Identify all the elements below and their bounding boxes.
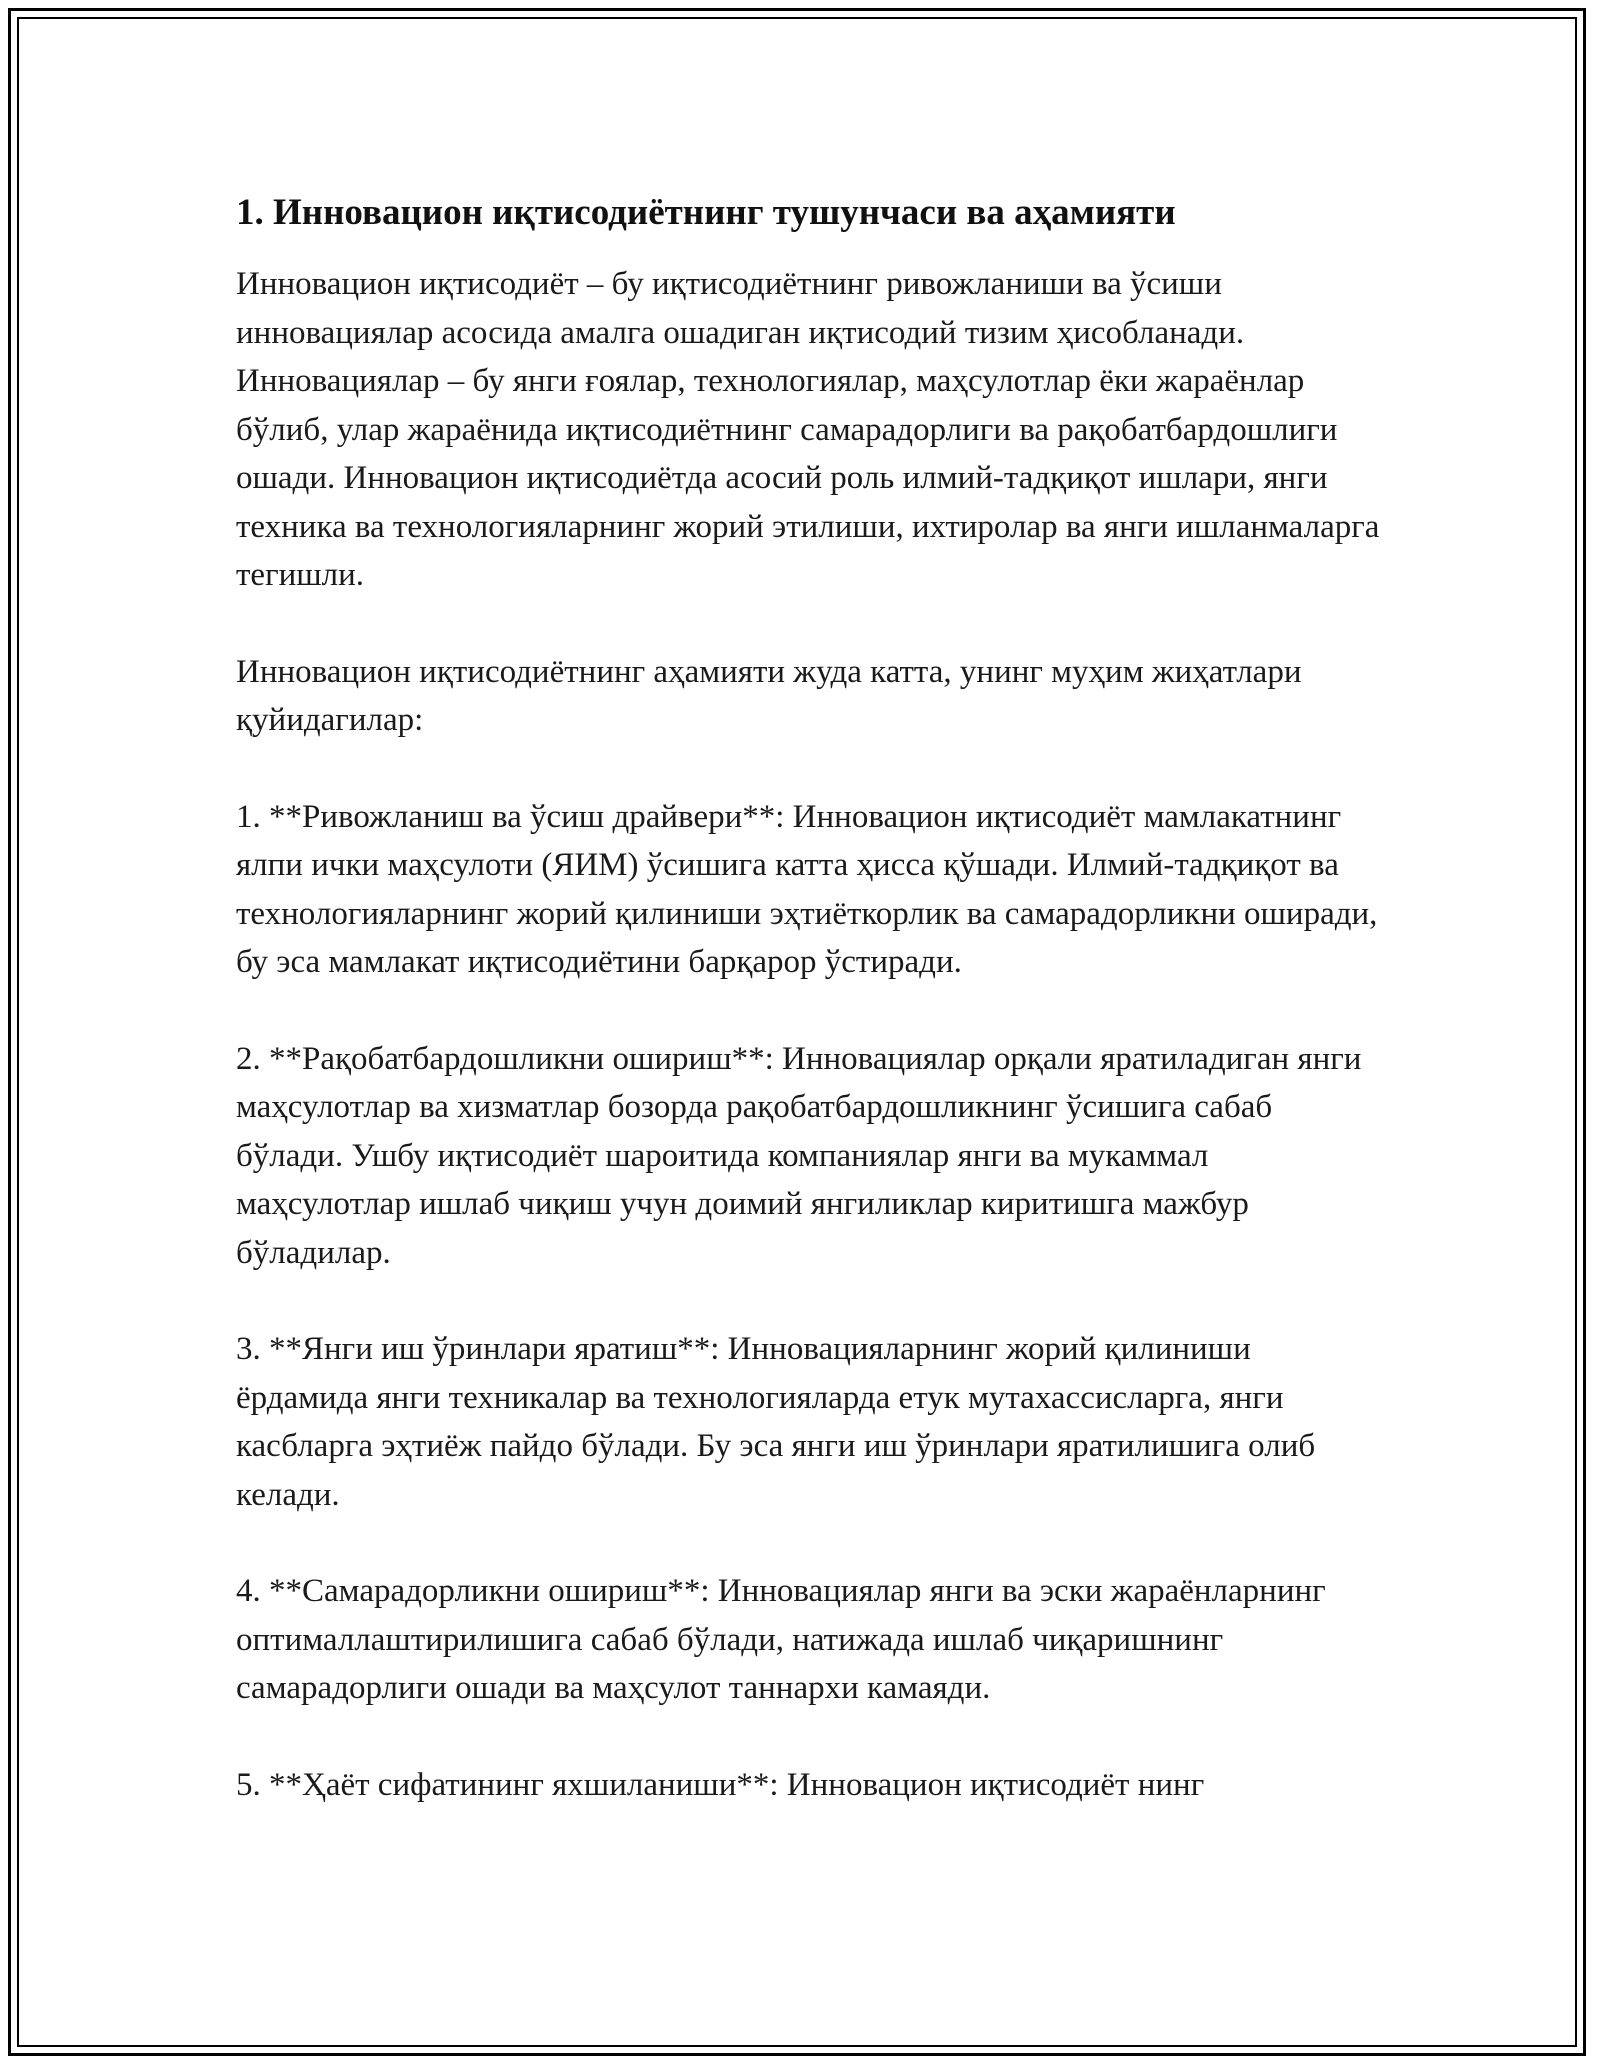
section-heading: 1. Инновацион иқтисодиётнинг тушунчаси ва аҳамияти — [236, 192, 1176, 233]
list-item-new-jobs: 3. **Янги иш ўринлари яратиш**: Инновацияларнинг жорий қилиниши ёрдамида янги техникалар ва технологияларда етук мутахассисларга, янги касбларга эҳтиёж пайдо бўлади. Бу эса янги иш ўринлари яратилишига олиб келади. — [236, 1331, 1316, 1513]
document-body — [236, 188, 1386, 1857]
list-item-efficiency: 4. **Самарадорликни ошириш**: Инновациялар янги ва эски жараёнларнинг оптималлаштирилишига сабаб бўлади, натижада ишлаб чиқаришнинг самарадорлиги ошади ва маҳсулот таннархи камаяди. — [236, 1573, 1326, 1706]
list-item-growth-driver: 1. **Ривожланиш ва ўсиш драйвери**: Инновацион иқтисодиёт мамлакатнинг ялпи ички маҳсулоти (ЯИМ) ўсишига катта ҳисса қўшади. Илмий-тадқиқот ва технологияларнинг жорий қилиниши эҳтиёткорлик ва самарадорликни оширади, бу эса мамлакат иқтисодиётини барқарор ўстиради. — [236, 798, 1378, 980]
list-item-quality-of-life: 5. **Ҳаёт сифатининг яхшиланиши**: Инновацион иқтисодиёт нинг — [236, 1766, 1205, 1803]
paragraph-definition: Инновацион иқтисодиёт – бу иқтисодиётнинг ривожланиши ва ўсиши инновациялар асосида амалга ошадиган иқтисодий тизим ҳисобланади. Инновациялар – бу янги ғоялар, технологиялар, маҳсулотлар ёки жараёнлар бўлиб, улар жараёнида иқтисодиётнинг самарадорлиги ва рақобатбардошлиги ошади. Инновацион иқтисодиётда асосий роль илмий-тадқиқот ишлари, янги техника ва технологияларнинг жорий этилиши, ихтиролар ва янги ишланмаларга тегишли. — [236, 266, 1380, 593]
paragraph-importance-intro: Инновацион иқтисодиётнинг аҳамияти жуда катта, унинг муҳим жиҳатлари қуйидагилар: — [236, 653, 1302, 738]
list-item-competitiveness: 2. **Рақобатбардошликни ошириш**: Инновациялар орқали яратиладиган янги маҳсулотлар ва хизматлар бозорда рақобатбардошликнинг ўсишига сабаб бўлади. Ушбу иқтисодиёт шароитида компаниялар янги ва мукаммал маҳсулотлар ишлаб чиқиш учун доимий янгиликлар киритишга мажбур бўладилар. — [236, 1040, 1362, 1271]
